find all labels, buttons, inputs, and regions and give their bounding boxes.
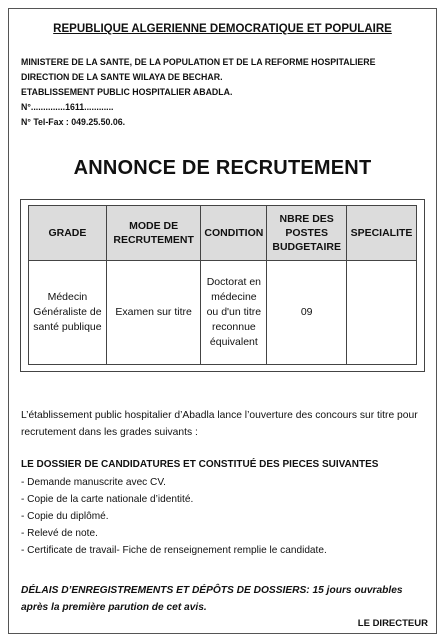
list-item: - Copie de la carte nationale d’identité.: [21, 494, 194, 505]
required-documents-list: [21, 474, 327, 559]
deadline-notice: DÉLAIS D’ENREGISTREMENTS ET DÉPÔTS DE DOSSIERS: 15 jours ouvrables après la première parution de cet avis.: [21, 585, 403, 613]
page-title: ANNONCE DE RECRUTEMENT: [73, 157, 372, 179]
intro-paragraph: L’établissement public hospitalier d’Abadla lance l’ouverture des concours sur titre pour recrutement dans les grades suivants :: [21, 410, 418, 438]
postes-cell: 09: [267, 261, 347, 365]
republic-heading: REPUBLIQUE ALGERIENNE DEMOCRATIQUE ET POPULAIRE: [53, 23, 392, 35]
specialite-cell: [347, 261, 417, 365]
list-item: - Certificate de travail- Fiche de renseignement remplie le candidate.: [21, 545, 327, 556]
table-row: [29, 261, 417, 365]
column-header: CONDITION: [201, 206, 267, 261]
recruitment-table: [28, 205, 417, 365]
table-header-row: [29, 206, 417, 261]
condition-cell: Doctorat en médecine ou d'un titre reconnue équivalent: [201, 261, 267, 365]
announcement-document: [8, 8, 437, 634]
ministry-line: MINISTERE DE LA SANTE, DE LA POPULATION ET DE LA REFORME HOSPITALIERE: [21, 57, 376, 67]
dossier-heading: LE DOSSIER DE CANDIDATURES ET CONSTITUÉ DES PIECES SUIVANTES: [21, 459, 379, 470]
list-item: - Relevé de note.: [21, 528, 98, 539]
recruitment-table-frame: [20, 199, 425, 372]
tel-fax: N° Tel-Fax : 049.25.50.06.: [21, 117, 126, 127]
column-header: SPECIALITE: [347, 206, 417, 261]
reference-number: N°..............1611............: [21, 102, 114, 112]
column-header: MODE DE RECRUTEMENT: [106, 206, 201, 261]
establishment-line: ETABLISSEMENT PUBLIC HOSPITALIER ABADLA.: [21, 87, 233, 97]
signature: LE DIRECTEUR: [357, 618, 428, 629]
direction-line: DIRECTION DE LA SANTE WILAYA DE BECHAR.: [21, 72, 223, 82]
list-item: - Copie du diplômé.: [21, 511, 109, 522]
grade-cell: Médecin Généraliste de santé publique: [29, 261, 107, 365]
issuer-block: [21, 55, 376, 130]
list-item: - Demande manuscrite avec CV.: [21, 477, 166, 488]
column-header: GRADE: [29, 206, 107, 261]
column-header: NBRE DES POSTES BUDGETAIRE: [267, 206, 347, 261]
mode-cell: Examen sur titre: [106, 261, 201, 365]
